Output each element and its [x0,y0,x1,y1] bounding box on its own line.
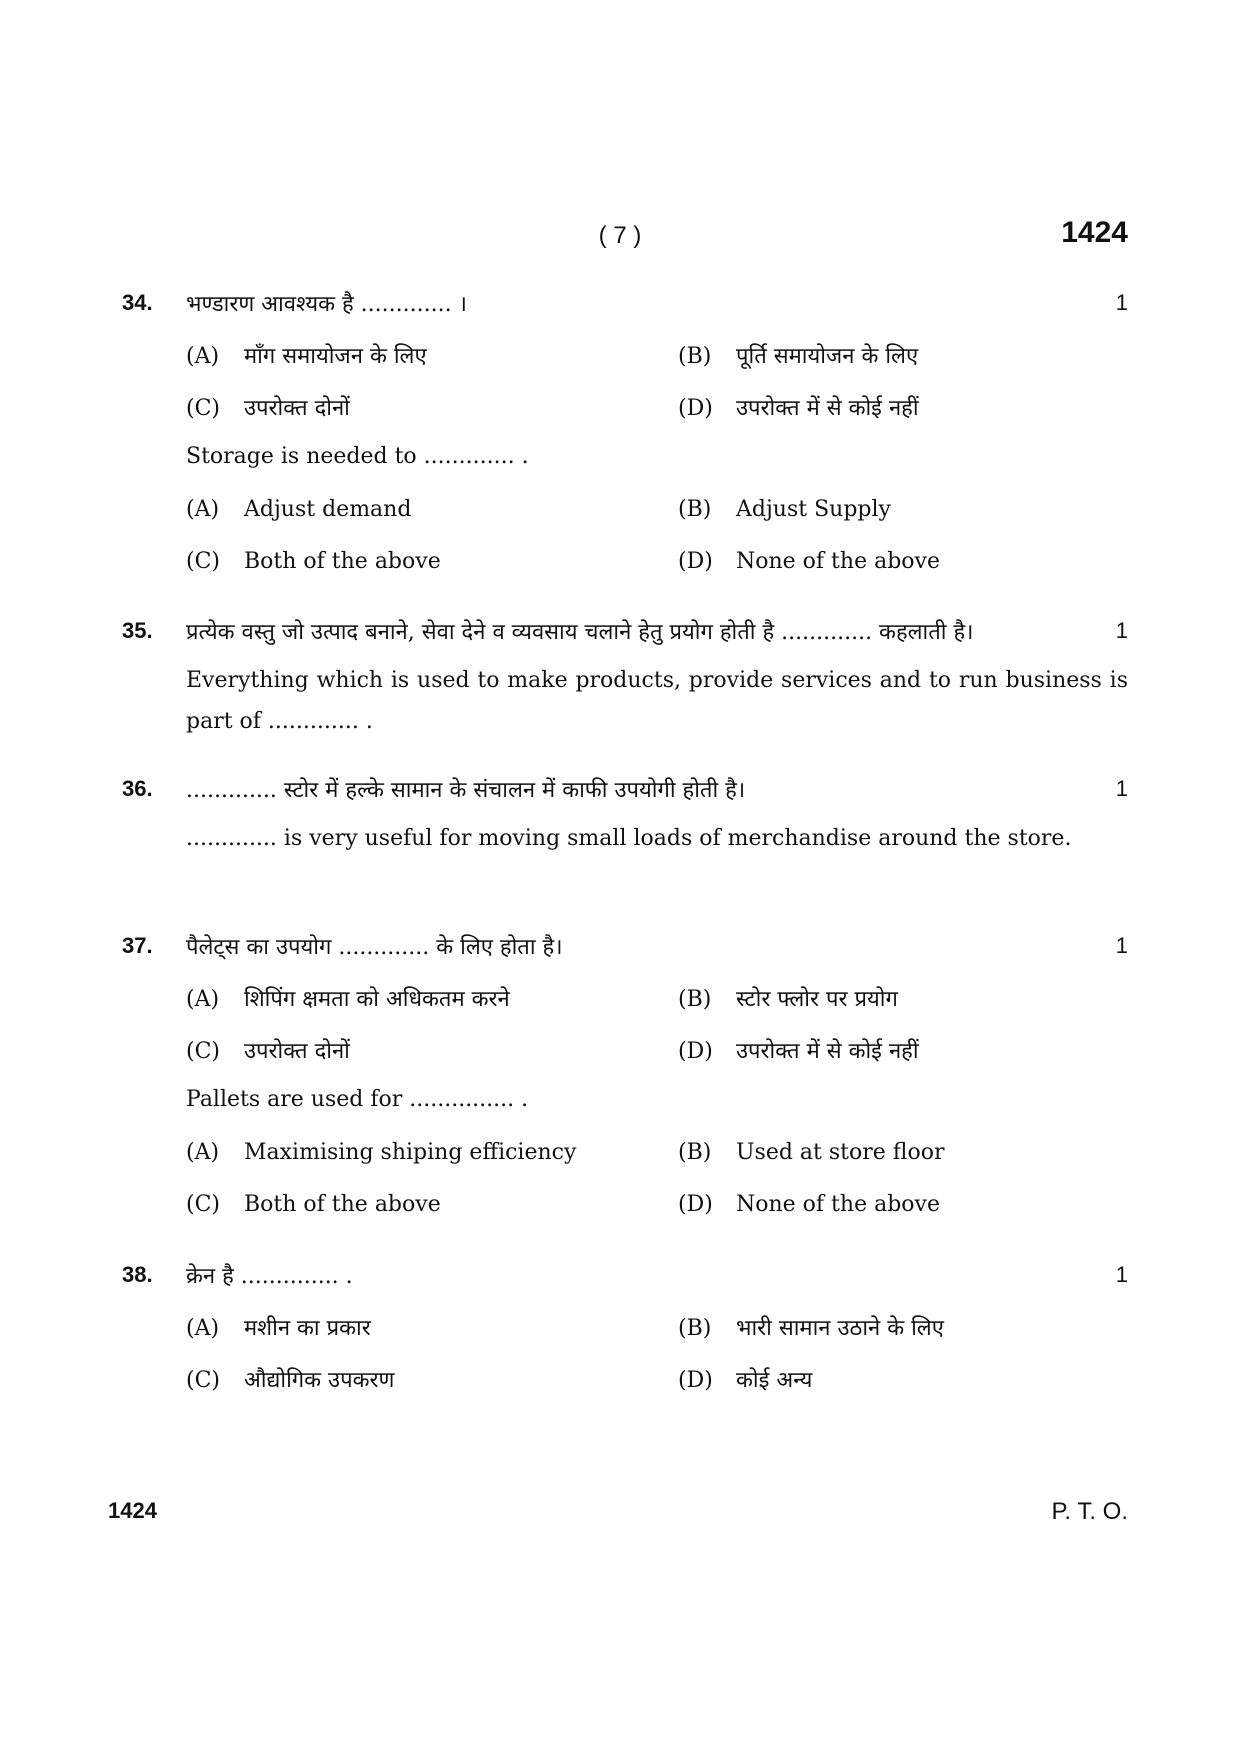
option-c-hindi: (C) उपरोक्त दोनों [186,1039,350,1064]
option-a-hindi: (A) माँग समायोजन के लिए [186,344,427,369]
question-text-english: Storage is needed to ............. . [186,444,529,469]
question-marks: 1 [1115,776,1128,801]
question-number: 38. [122,1262,153,1287]
option-b-english: (B) Used at store floor [678,1140,945,1165]
question-text-english: ............. is very useful for moving small loads of merchandise around the store. [186,826,1072,851]
option-d-english: (D) None of the above [678,1192,940,1217]
option-a-english: (A) Adjust demand [186,497,412,522]
question-text-hindi: भण्डारण आवश्यक है ............. । [186,292,467,317]
option-a-english: (A) Maximising shiping efficiency [186,1140,577,1165]
option-d-hindi: (D) उपरोक्त में से कोई नहीं [678,1039,919,1064]
option-c-hindi: (C) औद्योगिक उपकरण [186,1368,395,1393]
question-text-hindi: पैलेट्स का उपयोग ............. के लिए होता है। [186,935,563,960]
question-number: 36. [122,776,153,801]
question-text-hindi: प्रत्येक वस्तु जो उत्पाद बनाने, सेवा देने व व्यवसाय चलाने हेतु प्रयोग होती है ............. कहलाती है। [186,620,974,645]
option-b-hindi: (B) भारी सामान उठाने के लिए [678,1316,944,1341]
question-marks: 1 [1115,290,1128,315]
option-d-hindi: (D) कोई अन्य [678,1368,813,1393]
option-c-english: (C) Both of the above [186,1192,441,1217]
option-a-hindi: (A) मशीन का प्रकार [186,1316,371,1341]
option-b-hindi: (B) स्टोर फ्लोर पर प्रयोग [678,987,898,1012]
option-c-hindi: (C) उपरोक्त दोनों [186,396,350,421]
question-text-hindi: ............. स्टोर में हल्के सामान के संचालन में काफी उपयोगी होती है। [186,778,746,803]
option-b-hindi: (B) पूर्ति समायोजन के लिए [678,344,919,369]
page-number: ( 7 ) [598,222,642,249]
question-text-english: Pallets are used for ............... . [186,1087,529,1112]
paper-code-top: 1424 [1061,216,1128,249]
option-a-hindi: (A) शिपिंग क्षमता को अधिकतम करने [186,987,510,1012]
option-d-english: (D) None of the above [678,549,940,574]
option-d-hindi: (D) उपरोक्त में से कोई नहीं [678,396,919,421]
question-text-english: Everything which is used to make products, provide services and to run business is part of ............. . [186,668,1128,734]
paper-code-footer: 1424 [108,1498,157,1523]
question-number: 37. [122,933,153,958]
question-marks: 1 [1115,618,1128,643]
question-number: 34. [122,290,153,315]
question-number: 35. [122,618,153,643]
option-b-english: (B) Adjust Supply [678,497,891,522]
question-text-hindi: क्रेन है .............. . [186,1264,353,1289]
question-marks: 1 [1115,933,1128,958]
option-c-english: (C) Both of the above [186,549,441,574]
pto-label: P. T. O. [1051,1498,1128,1525]
question-marks: 1 [1115,1262,1128,1287]
